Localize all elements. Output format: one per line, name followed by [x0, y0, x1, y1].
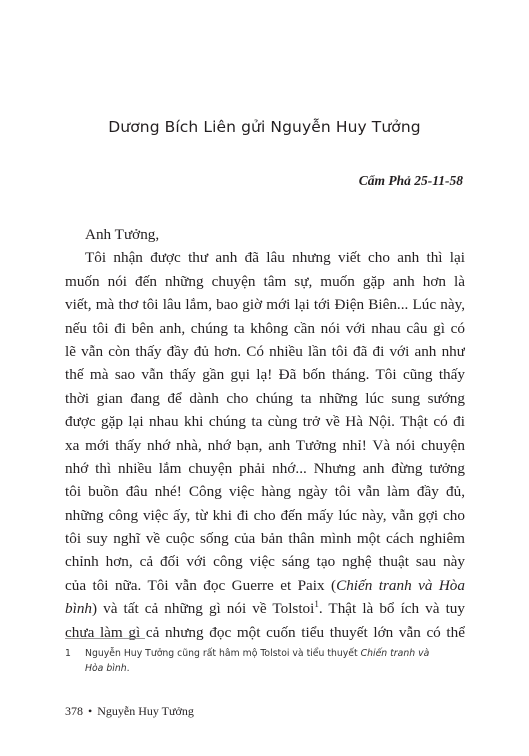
body-line: nếu tôi đi bên anh, chúng ta không cần nói với nhau câu gì có	[65, 319, 465, 337]
footnote-text	[85, 646, 465, 676]
footnote-line	[85, 661, 465, 676]
footnote	[65, 646, 465, 676]
footer-separator: •	[88, 704, 93, 718]
body-line-with-footnote	[65, 597, 465, 620]
footnote-divider	[65, 638, 145, 639]
body-line: Tôi nhận được thư anh đã lâu nhưng viết cho anh thì lại	[85, 249, 465, 267]
body-line: những công việc ấy, từ khi đi cho đến mấy lúc này, vẫn gợi cho	[65, 506, 465, 524]
body-line: lẽ vẫn còn thấy đầy đủ hơn. Có nhiều lần tôi đã đi với anh như	[65, 342, 465, 360]
body-line: thời gian đang để dành cho chúng ta những lúc sung sướng	[65, 389, 465, 407]
body-line: được gặp lại nhau khi chúng ta cùng trở về Hà Nội. Thật có đi	[65, 413, 465, 431]
footnote-book-title: Chiến tranh và	[360, 648, 430, 659]
body-line: tôi buồn đâu nhé! Công việc hàng ngày tôi vẫn làm đầy đủ,	[65, 483, 465, 501]
body-text: của tôi nữa. Tôi vẫn đọc Guerre et Paix (	[65, 576, 337, 594]
letter-body	[65, 223, 465, 644]
page-number: 378	[65, 704, 83, 718]
footnote-text-part: Nguyễn Huy Tưởng cũng rất hâm mộ Tolstoi và tiểu thuyết	[85, 648, 361, 659]
book-author: Nguyễn Huy Tưởng	[97, 704, 194, 718]
body-line: muốn nói đến những chuyện tâm sự, muốn gặp anh hơn là	[65, 272, 465, 290]
book-title-italic: Chiến tranh và Hòa	[336, 576, 465, 594]
footnote-text-part: .	[126, 663, 130, 674]
body-line: thế mà sao vẫn thấy gần gụi lạ! Đã bốn tháng. Tôi cũng thấy	[65, 366, 465, 384]
book-title-italic: bình	[65, 600, 93, 618]
salutation: Anh Tưởng,	[85, 226, 160, 243]
running-footer	[65, 704, 194, 719]
body-line: tôi suy nghĩ về cuộc sống của bản thân mình một cách nghiêm	[65, 530, 465, 548]
body-line: chưa làm gì cả nhưng đọc một cuốn tiểu thuyết lớn vẫn có thể	[65, 623, 465, 641]
footnote-marker[interactable]: 1	[314, 599, 319, 610]
body-text: . Thật là bổ ích và tuy	[318, 600, 465, 618]
body-line: xa mới thấy nhớ nhà, nhớ bạn, anh Tưởng nhỉ! Và nói chuyện	[65, 436, 465, 454]
footnote-number: 1	[65, 648, 71, 659]
footnote-line	[85, 646, 465, 661]
footnote-book-title: Hòa bình	[85, 663, 127, 674]
letter-dateline: Cẩm Phả 25-11-58	[358, 173, 463, 188]
body-text: ) và tất cả những gì nói về Tolstoi	[92, 600, 315, 618]
letter-title: Dương Bích Liên gửi Nguyễn Huy Tưởng	[108, 118, 421, 136]
body-line-with-book-title	[65, 574, 465, 597]
body-line: chỉnh hơn, cả đối với công việc sáng tạo nghệ thuật sau này	[65, 553, 465, 571]
body-line: viết, mà thơ tôi lâu lắm, bao giờ mới lại tới Điện Biên... Lúc này,	[65, 296, 465, 314]
body-line: nhớ thì nhiều lắm chuyện phải nhớ... Nhưng anh đừng tưởng	[65, 459, 465, 477]
